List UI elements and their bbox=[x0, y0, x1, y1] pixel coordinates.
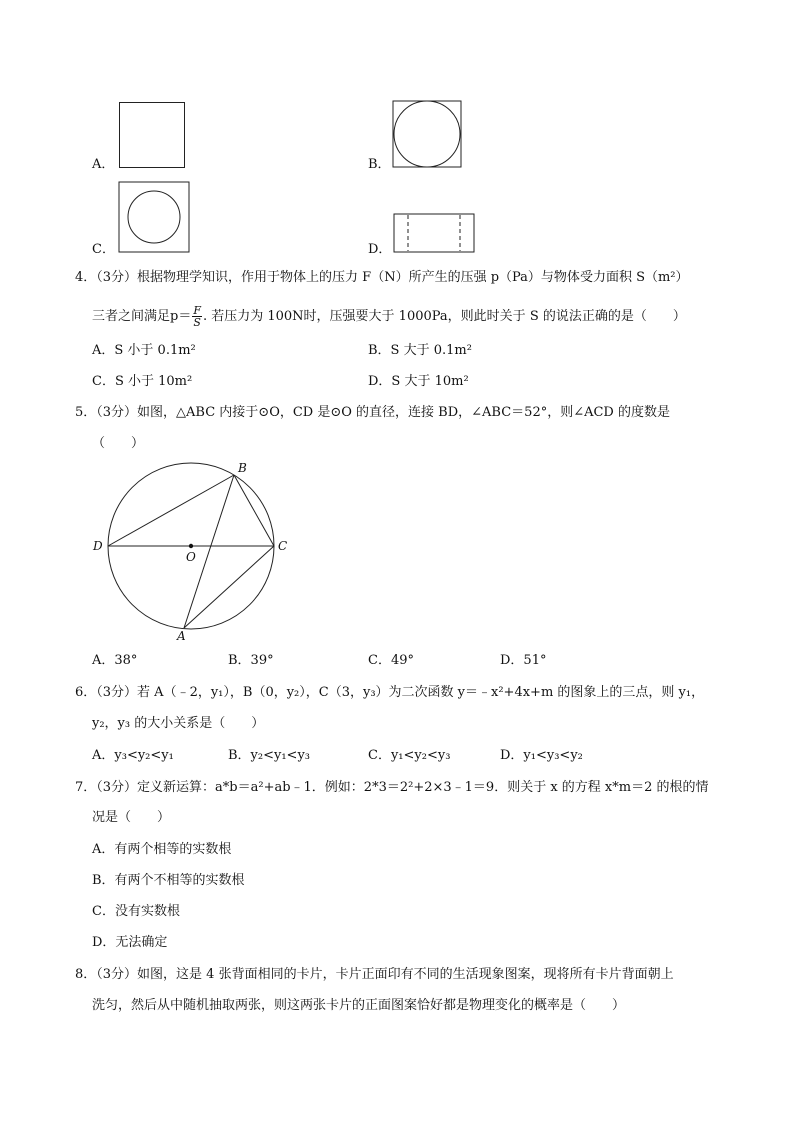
q7-option-d: D．无法确定 bbox=[92, 935, 168, 950]
q4-option-d: D．S 大于 10m² bbox=[368, 374, 469, 389]
q3-option-b-figure bbox=[392, 100, 462, 168]
q5-segment-db bbox=[108, 475, 234, 546]
q3-option-c-label: C． bbox=[92, 242, 115, 257]
q3-option-d-figure bbox=[393, 213, 475, 253]
q4-frac-den: S bbox=[193, 316, 201, 329]
q7-line2: 况是（ ） bbox=[92, 810, 171, 825]
q4-line1: 4．（3分）根据物理学知识，作用于物体上的压力 F（N）所产生的压强 p（Pa）与物体受力面积 S（m²） bbox=[75, 270, 689, 285]
q3-option-b-circle bbox=[394, 101, 460, 167]
q5-label-c: C bbox=[278, 539, 288, 553]
q5-circle-figure bbox=[90, 458, 300, 648]
q5-label-b: B bbox=[238, 461, 247, 475]
q3-option-a-label: A． bbox=[92, 157, 115, 172]
q5-option-c: C．49° bbox=[368, 653, 414, 668]
q8-line2: 洗匀，然后从中随机抽取两张，则这两张卡片的正面图案恰好都是物理变化的概率是（ ） bbox=[92, 998, 626, 1013]
q5-center-dot bbox=[189, 544, 193, 548]
q3-option-c-square bbox=[119, 182, 189, 252]
q3-option-c-circle bbox=[128, 191, 180, 243]
q4-option-b: B．S 大于 0.1m² bbox=[368, 343, 472, 358]
q7-line1: 7．（3分）定义新运算：a*b＝a²+ab﹣1．例如：2*3＝2²+2×3﹣1＝9．则关于 x 的方程 x*m＝2 的根的情 bbox=[75, 780, 709, 795]
q6-option-a: A．y₃<y₂<y₁ bbox=[92, 748, 174, 763]
q4-line2 bbox=[92, 305, 686, 328]
q4-line2-pre: 三者之间满足p＝ bbox=[92, 309, 192, 324]
q5-label-a: A bbox=[177, 629, 186, 643]
q7-option-a: A．有两个相等的实数根 bbox=[92, 842, 232, 857]
q5-option-b: B．39° bbox=[228, 653, 274, 668]
q8-line1: 8．（3分）如图，这是 4 张背面相同的卡片，卡片正面印有不同的生活现象图案，现将所有卡片背面朝上 bbox=[75, 967, 674, 982]
q4-line2-post: . 若压力为 100N时，压强要大于 1000Pa，则此时关于 S 的说法正确的是（ ） bbox=[202, 309, 686, 324]
q5-label-d: D bbox=[93, 539, 103, 553]
q4-frac-num: F bbox=[193, 304, 201, 317]
q5-line1: 5．（3分）如图，△ABC 内接于⊙O，CD 是⊙O 的直径，连接 BD，∠ABC＝52°，则∠ACD 的度数是 bbox=[75, 405, 670, 420]
q4-option-c: C．S 小于 10m² bbox=[92, 374, 193, 389]
q3-option-d-rect bbox=[394, 214, 474, 252]
q4-option-a: A．S 小于 0.1m² bbox=[92, 343, 196, 358]
q3-option-b-label: B． bbox=[368, 157, 391, 172]
q5-segment-bc bbox=[234, 475, 274, 546]
q3-option-c-figure bbox=[118, 181, 190, 253]
q5-label-o: O bbox=[186, 550, 196, 564]
q6-option-c: C．y₁<y₂<y₃ bbox=[368, 748, 451, 763]
q5-option-d: D．51° bbox=[500, 653, 547, 668]
q5-option-a: A．38° bbox=[92, 653, 138, 668]
q6-option-b: B．y₂<y₁<y₃ bbox=[228, 748, 311, 763]
q6-line2: y₂，y₃ 的大小关系是（ ） bbox=[92, 716, 265, 731]
q3-option-d-label: D． bbox=[368, 242, 392, 257]
q7-option-c: C．没有实数根 bbox=[92, 904, 180, 919]
q5-line2: （ ） bbox=[92, 436, 145, 451]
q6-line1: 6．（3分）若 A（﹣2，y₁），B（0，y₂），C（3，y₃）为二次函数 y＝﹣x²+4x+m 的图象上的三点，则 y₁， bbox=[75, 685, 705, 700]
q7-option-b: B．有两个不相等的实数根 bbox=[92, 873, 245, 888]
q4-fraction bbox=[192, 305, 202, 328]
q3-option-a-square bbox=[119, 102, 185, 168]
q6-option-d: D．y₁<y₃<y₂ bbox=[500, 748, 583, 763]
